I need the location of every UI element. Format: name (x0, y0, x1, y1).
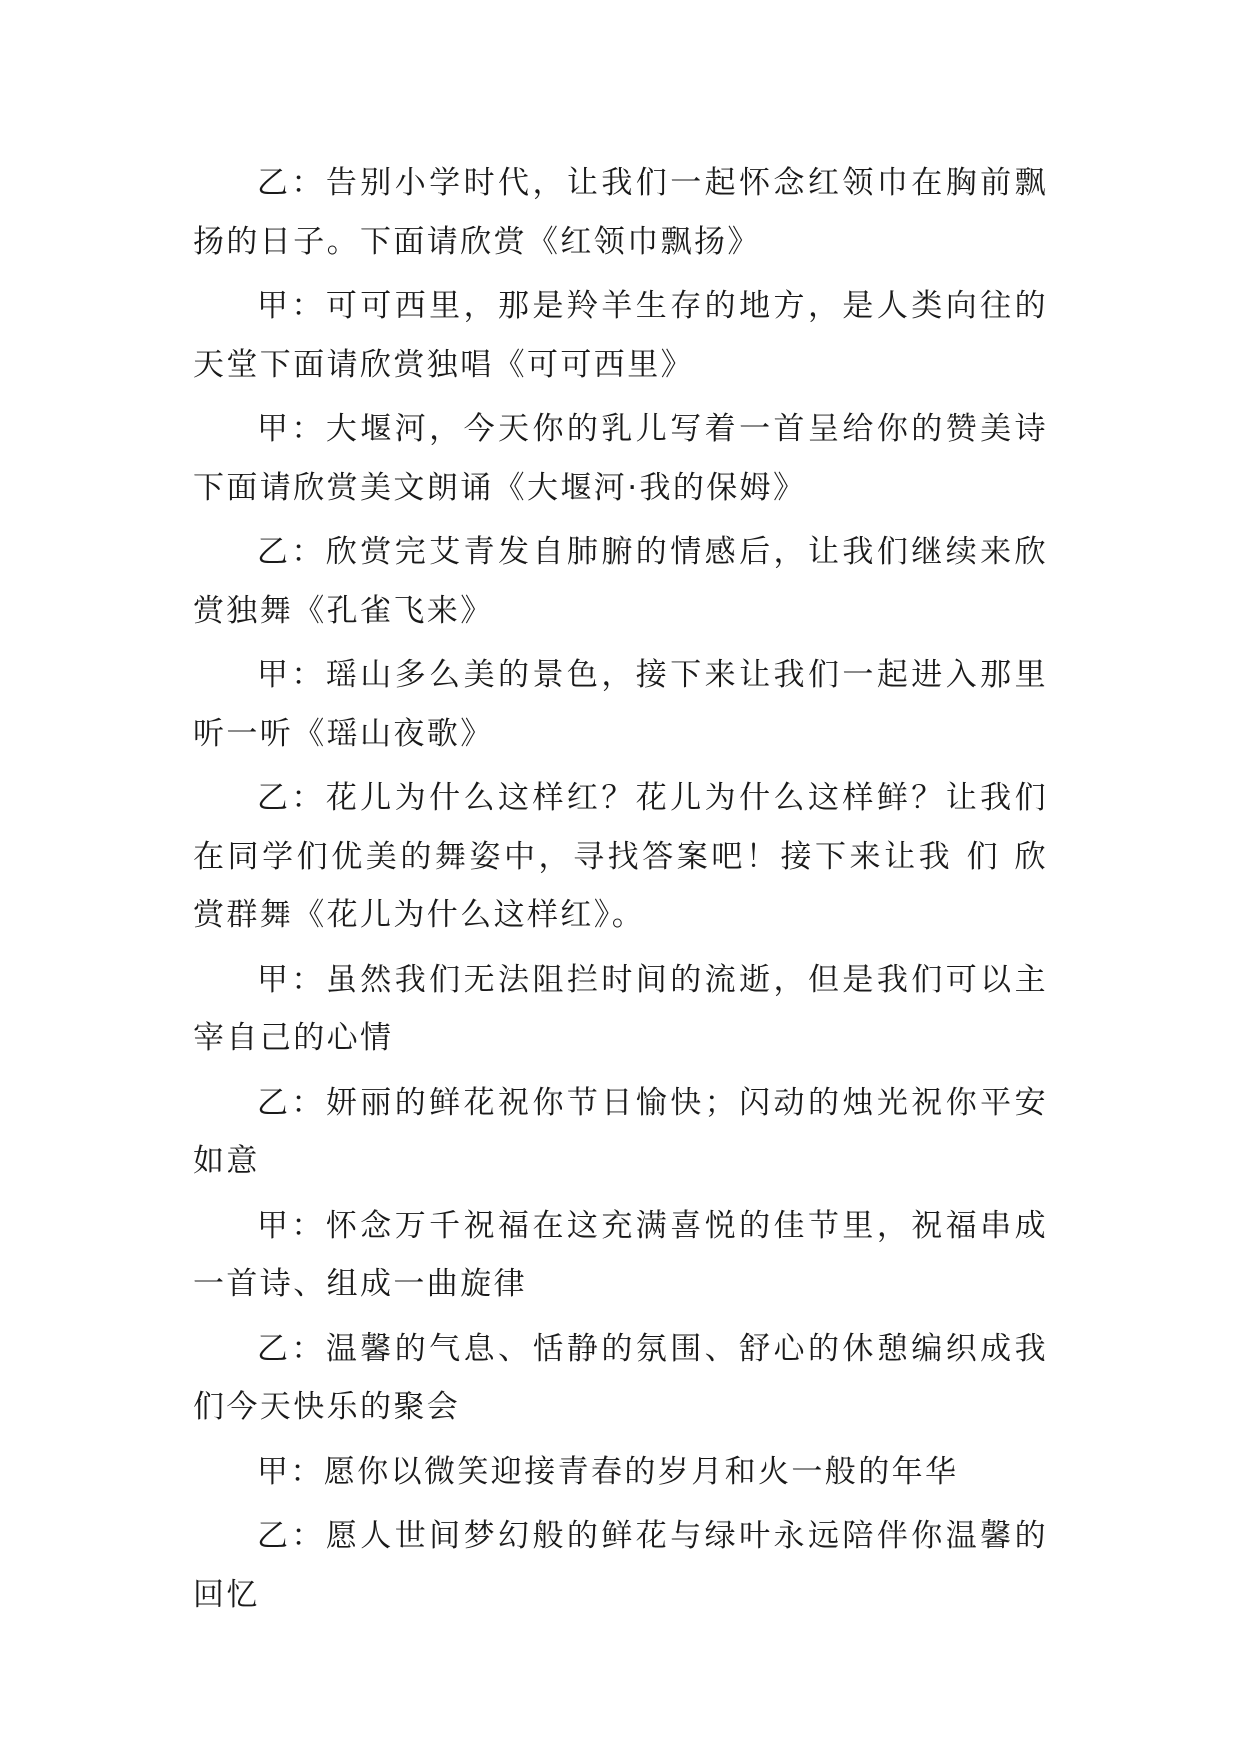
paragraph: 甲：虽然我们无法阻拦时间的流逝，但是我们可以主宰自己的心情 (193, 961, 1048, 1056)
paragraph: 乙：告别小学时代，让我们一起怀念红领巾在胸前飘扬的日子。下面请欣赏《红领巾飘扬》 (193, 165, 1048, 260)
paragraph: 甲：怀念万千祝福在这充满喜悦的佳节里，祝福串成一首诗、组成一曲旋律 (193, 1207, 1048, 1302)
paragraph: 乙：愿人世间梦幻般的鲜花与绿叶永远陪伴你温馨的回忆 (193, 1518, 1048, 1613)
paragraph: 甲：瑶山多么美的景色，接下来让我们一起进入那里听一听《瑶山夜歌》 (193, 657, 1048, 752)
paragraph: 甲：可可西里，那是羚羊生存的地方，是人类向往的天堂下面请欣赏独唱《可可西里》 (193, 288, 1048, 383)
document-body (193, 154, 1048, 1630)
paragraph: 甲：愿你以微笑迎接青春的岁月和火一般的年华 (257, 1453, 959, 1490)
paragraph: 乙：温馨的气息、恬静的氛围、舒心的休憩编织成我们今天快乐的聚会 (193, 1330, 1048, 1425)
paragraph: 乙：花儿为什么这样红？花儿为什么这样鲜？让我们在同学们优美的舞姿中，寻找答案吧！接下来让我 们 欣赏群舞《花儿为什么这样红》。 (193, 780, 1048, 933)
paragraph: 甲：大堰河，今天你的乳儿写着一首呈给你的赞美诗下面请欣赏美文朗诵《大堰河·我的保姆》 (193, 411, 1048, 506)
paragraph: 乙：妍丽的鲜花祝你节日愉快；闪动的烛光祝你平安如意 (193, 1084, 1048, 1179)
paragraph: 乙：欣赏完艾青发自肺腑的情感后，让我们继续来欣赏独舞《孔雀飞来》 (193, 534, 1048, 629)
